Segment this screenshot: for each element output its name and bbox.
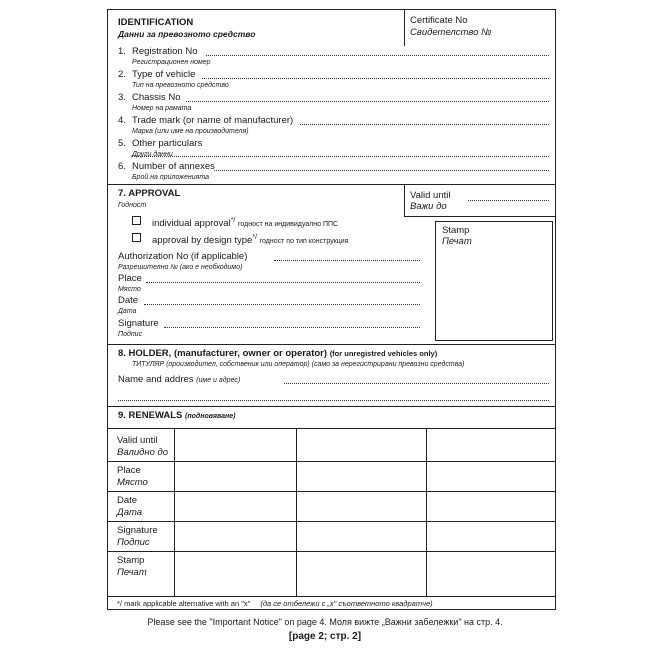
signature-label-bg: Подпис <box>118 331 143 338</box>
other-particulars-label: Other particulars <box>132 138 203 149</box>
name-address-label-bg: (име и адрес) <box>196 377 241 384</box>
renewals-grid-column <box>296 428 297 596</box>
name-address-label: Name and addres <box>118 374 194 385</box>
vehicle-type-field[interactable] <box>202 78 549 79</box>
renewals-grid-top <box>108 428 555 429</box>
renewals-grid-column <box>426 428 427 596</box>
trade-mark-label: Trade mark (or name of manufacturer) <box>132 115 294 126</box>
page-number: [page 2; стр. 2] <box>288 631 362 642</box>
valid-until-field[interactable] <box>468 200 549 201</box>
holder-title-bg: ТИТУЛЯР (производител, собственик или оператор) <box>132 361 310 368</box>
name-address-row <box>118 374 240 386</box>
renewal-signature-label: Signature <box>117 525 158 536</box>
signature-label: Signature <box>118 318 159 329</box>
identification-title-bg: Данни за превозното средство <box>118 29 256 39</box>
name-address-field[interactable] <box>284 383 549 384</box>
renewals-grid-line <box>108 521 555 522</box>
registration-no-label-bg: Регистрационен номер <box>132 59 211 66</box>
authorization-no-label-bg: Разрешително № (ако е необходимо) <box>118 264 243 271</box>
identification-title: IDENTIFICATION <box>118 17 194 28</box>
stamp-label-bg: Печат <box>442 236 472 247</box>
holder-title-bg-note: (само за нерегистрирани превозни средства) <box>311 361 465 368</box>
holder-title: 8. HOLDER, (manufacturer, owner or operator) <box>118 348 328 359</box>
trade-mark-field[interactable] <box>300 124 549 125</box>
item-number: 2. <box>118 69 126 80</box>
design-type-approval-label: approval by design type <box>152 235 253 247</box>
holder-title-bg-row <box>132 360 464 369</box>
vehicle-type-label-bg: Тип на превозното средство <box>132 82 229 89</box>
section-divider <box>108 344 555 345</box>
individual-approval-label-bg: годност на индивидуално ППС <box>238 221 339 229</box>
date-field[interactable] <box>144 304 420 305</box>
renewals-grid-line <box>108 551 555 552</box>
place-label-bg: Място <box>118 286 141 293</box>
valid-until-box-divider <box>404 184 405 216</box>
certificate-label: Certificate No <box>410 15 468 26</box>
valid-until-box-bottom <box>404 216 555 217</box>
name-address-field-line-2[interactable] <box>118 400 549 401</box>
renewal-stamp-label-bg: Печат <box>117 567 147 578</box>
signature-field[interactable] <box>164 327 420 328</box>
renewals-title-row <box>118 410 236 422</box>
renewal-date-label: Date <box>117 495 138 506</box>
renewal-stamp-label: Stamp <box>117 555 145 566</box>
vehicle-certificate-form <box>107 9 556 610</box>
date-label-bg: Дата <box>118 308 137 315</box>
renewals-grid-line <box>108 461 555 462</box>
approval-title: 7. APPROVAL <box>118 188 181 199</box>
renewal-place-label-bg: Място <box>117 477 148 488</box>
footnote-text-bg: (да се отбележи с „x" съответното квадратче) <box>260 599 433 608</box>
place-field[interactable] <box>146 282 420 283</box>
renewals-grid-bottom <box>108 596 555 597</box>
footnote-mark: */ <box>252 234 258 241</box>
renewals-title-bg: (подновяване) <box>185 413 236 420</box>
item-number: 5. <box>118 138 126 149</box>
section-divider <box>108 184 555 185</box>
individual-approval-option <box>152 215 338 230</box>
renewal-signature-label-bg: Подпис <box>117 537 150 548</box>
number-of-annexes-field[interactable] <box>214 170 549 171</box>
footnote <box>117 599 433 608</box>
renewal-date-label-bg: Дата <box>117 507 143 518</box>
design-type-approval-checkbox[interactable] <box>132 233 141 242</box>
vehicle-type-label: Type of vehicle <box>132 69 196 80</box>
item-number: 4. <box>118 115 126 126</box>
other-particulars-label-bg: Други данни <box>132 151 173 158</box>
stamp-box <box>435 221 553 341</box>
chassis-no-label-bg: Номер на рамата <box>132 105 192 112</box>
renewal-valid-until-label-bg: Валидно до <box>117 447 169 458</box>
renewal-place-label: Place <box>117 465 141 476</box>
design-type-approval-label-bg: годност по тип конструкция <box>259 238 349 246</box>
footnote-text: */ mark applicable alternative with an "x" <box>117 599 251 608</box>
item-number: 1. <box>118 46 126 57</box>
authorization-no-label: Authorization No (if applicable) <box>118 251 248 262</box>
section-divider <box>108 406 555 407</box>
renewals-grid-column <box>174 428 175 596</box>
renewals-grid-line <box>108 491 555 492</box>
number-of-annexes-label: Number of annexes <box>132 161 215 172</box>
item-number: 3. <box>118 92 126 103</box>
other-particulars-field[interactable] <box>132 156 549 157</box>
registration-no-label: Registration No <box>132 46 198 57</box>
valid-until-label: Valid until <box>410 190 451 201</box>
holder-title-row <box>118 348 437 359</box>
stamp-label: Stamp <box>442 225 470 236</box>
chassis-no-field[interactable] <box>186 101 549 102</box>
approval-title-bg: Годност <box>118 202 147 209</box>
renewal-valid-until-label: Valid until <box>117 435 158 446</box>
individual-approval-label: individual approval <box>152 218 231 230</box>
design-type-approval-option <box>152 232 348 247</box>
certificate-box-divider <box>404 10 405 46</box>
registration-no-field[interactable] <box>206 55 549 56</box>
trade-mark-label-bg: Марка (или име на производителя) <box>132 128 249 135</box>
individual-approval-checkbox[interactable] <box>132 216 141 225</box>
footnote-mark: */ <box>230 217 236 224</box>
number-of-annexes-label-bg: Брой на приложенията <box>132 174 210 181</box>
certificate-label-bg: Свидетелство № <box>410 27 492 38</box>
authorization-no-field[interactable] <box>274 260 420 261</box>
holder-title-note: (for unregistred vehicles only) <box>329 349 438 358</box>
important-notice: Please see the "Important Notice" on page 4. Моля вижте „Важни забележки" на стр. 4. <box>147 617 503 627</box>
renewals-title: 9. RENEWALS <box>118 410 183 421</box>
item-number: 6. <box>118 161 126 172</box>
valid-until-label-bg: Важи до <box>410 201 447 212</box>
place-label: Place <box>118 273 142 284</box>
date-label: Date <box>118 295 139 306</box>
chassis-no-label: Chassis No <box>132 92 181 103</box>
